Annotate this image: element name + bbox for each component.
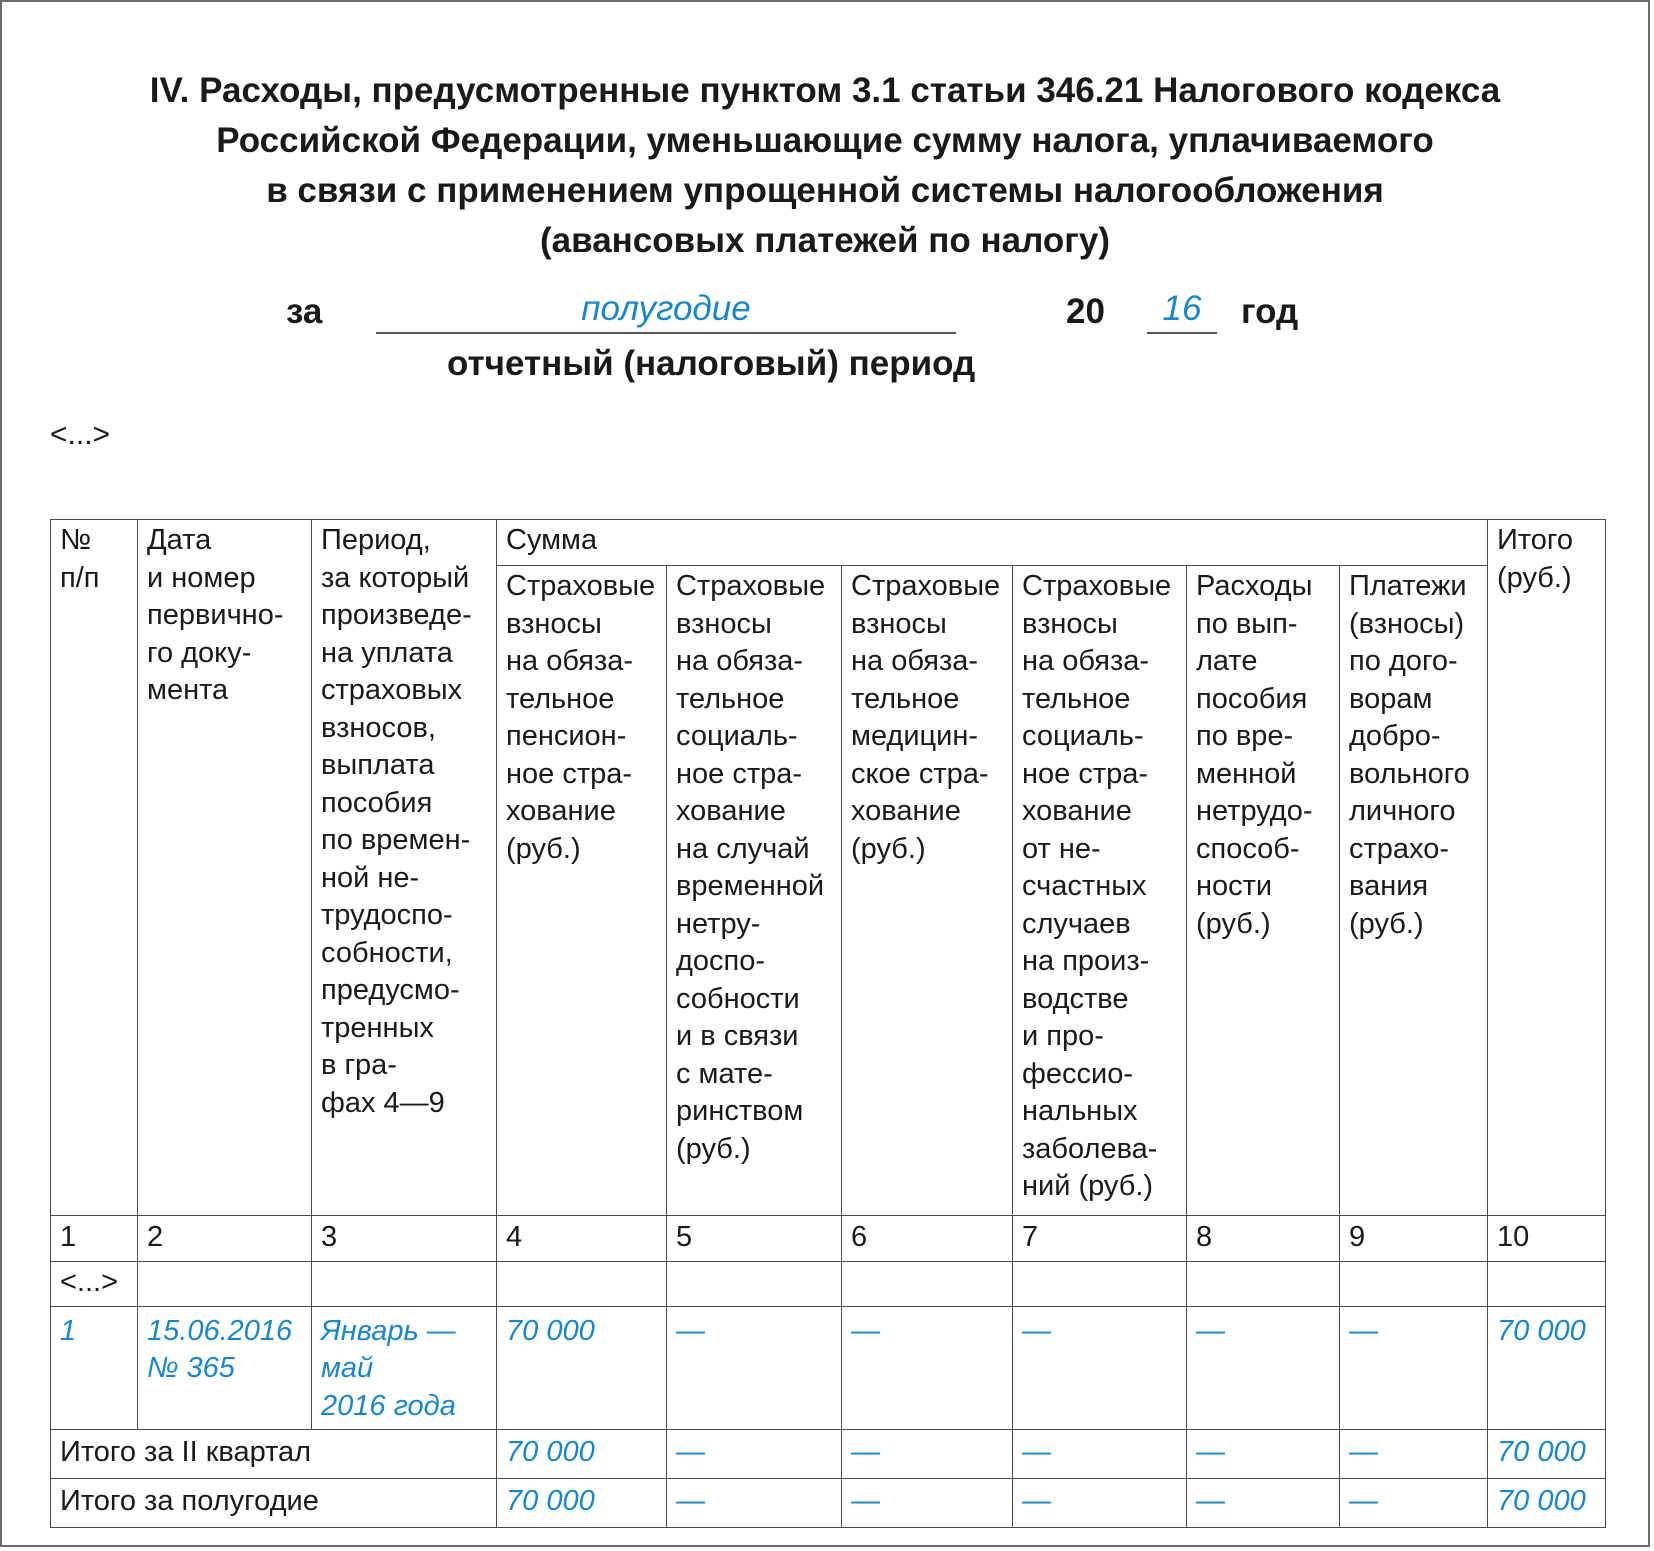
total-q2-insurance: — [1340,1430,1488,1479]
row-number: 1 [51,1306,138,1430]
column-numbers-row [51,1216,1606,1262]
empty-cell [1013,1262,1187,1307]
col-number: 5 [667,1216,842,1262]
total-h1-insurance: — [1340,1479,1488,1528]
row-document: 15.06.2016 № 365 [138,1306,312,1430]
col-number: 8 [1187,1216,1340,1262]
header-col-9: Платежи (взносы) по дого- ворам добро- вольного личного страхо- вания (руб.) [1340,566,1488,1216]
title-line-2: Российской Федерации, уменьшающие сумму налога, уплачиваемого [216,121,1434,160]
row-period: Январь — май 2016 года [312,1306,497,1430]
col-number: 3 [312,1216,497,1262]
row-pension: 70 000 [497,1306,667,1430]
header-num: № п/п [51,520,138,1216]
year-century: 20 [1066,292,1105,331]
row-total: 70 000 [1488,1306,1606,1430]
section-title [42,66,1608,266]
omission-cell: <...> [51,1262,138,1307]
omission-row [51,1262,1606,1307]
col-number: 2 [138,1216,312,1262]
total-q2-pension: 70 000 [497,1430,667,1479]
total-h1-medical: — [842,1479,1013,1528]
header-col-5: Страховые взносы на обяза- тельное социаль- ное стра- хование на случай временной нетру- доспо- собности и в связи с мате- ринством (руб.) [667,566,842,1216]
header-row-1 [51,520,1606,566]
header-col-4: Страховые взносы на обяза- тельное пенсион- ное стра- хование (руб.) [497,566,667,1216]
total-q2-label: Итого за II квартал [51,1430,497,1479]
total-q2-accident: — [1013,1430,1187,1479]
col-number: 7 [1013,1216,1187,1262]
col-number: 4 [497,1216,667,1262]
empty-cell [1187,1262,1340,1307]
period-suffix: год [1241,292,1299,331]
empty-cell [667,1262,842,1307]
empty-cell [1340,1262,1488,1307]
empty-cell [497,1262,667,1307]
col-number: 10 [1488,1216,1606,1262]
total-h1-accident: — [1013,1479,1187,1528]
title-line-3: в связи с применением упрощенной системы налогообложения [266,171,1384,210]
title-line-4: (авансовых платежей по налогу) [540,221,1110,260]
col-number: 6 [842,1216,1013,1262]
row-accident: — [1013,1306,1187,1430]
total-q2-medical: — [842,1430,1013,1479]
row-insurance: — [1340,1306,1488,1430]
total-h1-social: — [667,1479,842,1528]
header-total: Итого (руб.) [1488,520,1606,1216]
period-prefix: за [286,292,323,331]
period-row [2,288,1648,338]
total-h1-total: 70 000 [1488,1479,1606,1528]
header-sum: Сумма [497,520,1488,566]
empty-cell [842,1262,1013,1307]
empty-cell [138,1262,312,1307]
total-h1-sick-pay: — [1187,1479,1340,1528]
empty-cell [312,1262,497,1307]
period-value-field[interactable]: полугодие [376,288,956,334]
omission-mark: <...> [50,418,111,451]
row-medical: — [842,1306,1013,1430]
total-h1-row [51,1479,1606,1528]
year-value-field[interactable]: 16 [1147,288,1217,334]
empty-cell [1488,1262,1606,1307]
period-caption: отчетный (налоговый) период [447,344,976,383]
header-col-6: Страховые взносы на обяза- тельное медицин- ское стра- хование (руб.) [842,566,1013,1216]
header-date: Дата и номер первично- го доку- мента [138,520,312,1216]
header-col-7: Страховые взносы на обяза- тельное социаль- ное стра- хование от не- счастных случаев на произ- водстве и про- фессио- нальных заболева- ний (руб.) [1013,566,1187,1216]
title-line-1: IV. Расходы, предусмотренные пунктом 3.1 статьи 346.21 Налогового кодекса [149,71,1501,110]
total-h1-label: Итого за полугодие [51,1479,497,1528]
header-col-8: Расходы по вып- лате пособия по вре- менной нетрудо- способ- ности (руб.) [1187,566,1340,1216]
total-q2-total: 70 000 [1488,1430,1606,1479]
row-sick-pay: — [1187,1306,1340,1430]
header-period: Период, за который произведе- на уплата страховых взносов, выплата пособия по времен- ной не- трудоспо- собности, предусмо- тренных в гра- фах 4—9 [312,520,497,1216]
total-h1-pension: 70 000 [497,1479,667,1528]
col-number: 1 [51,1216,138,1262]
total-q2-sick-pay: — [1187,1430,1340,1479]
total-q2-social: — [667,1430,842,1479]
row-social: — [667,1306,842,1430]
total-q2-row [51,1430,1606,1479]
col-number: 9 [1340,1216,1488,1262]
expenses-table [50,519,1606,1528]
data-row [51,1306,1606,1430]
